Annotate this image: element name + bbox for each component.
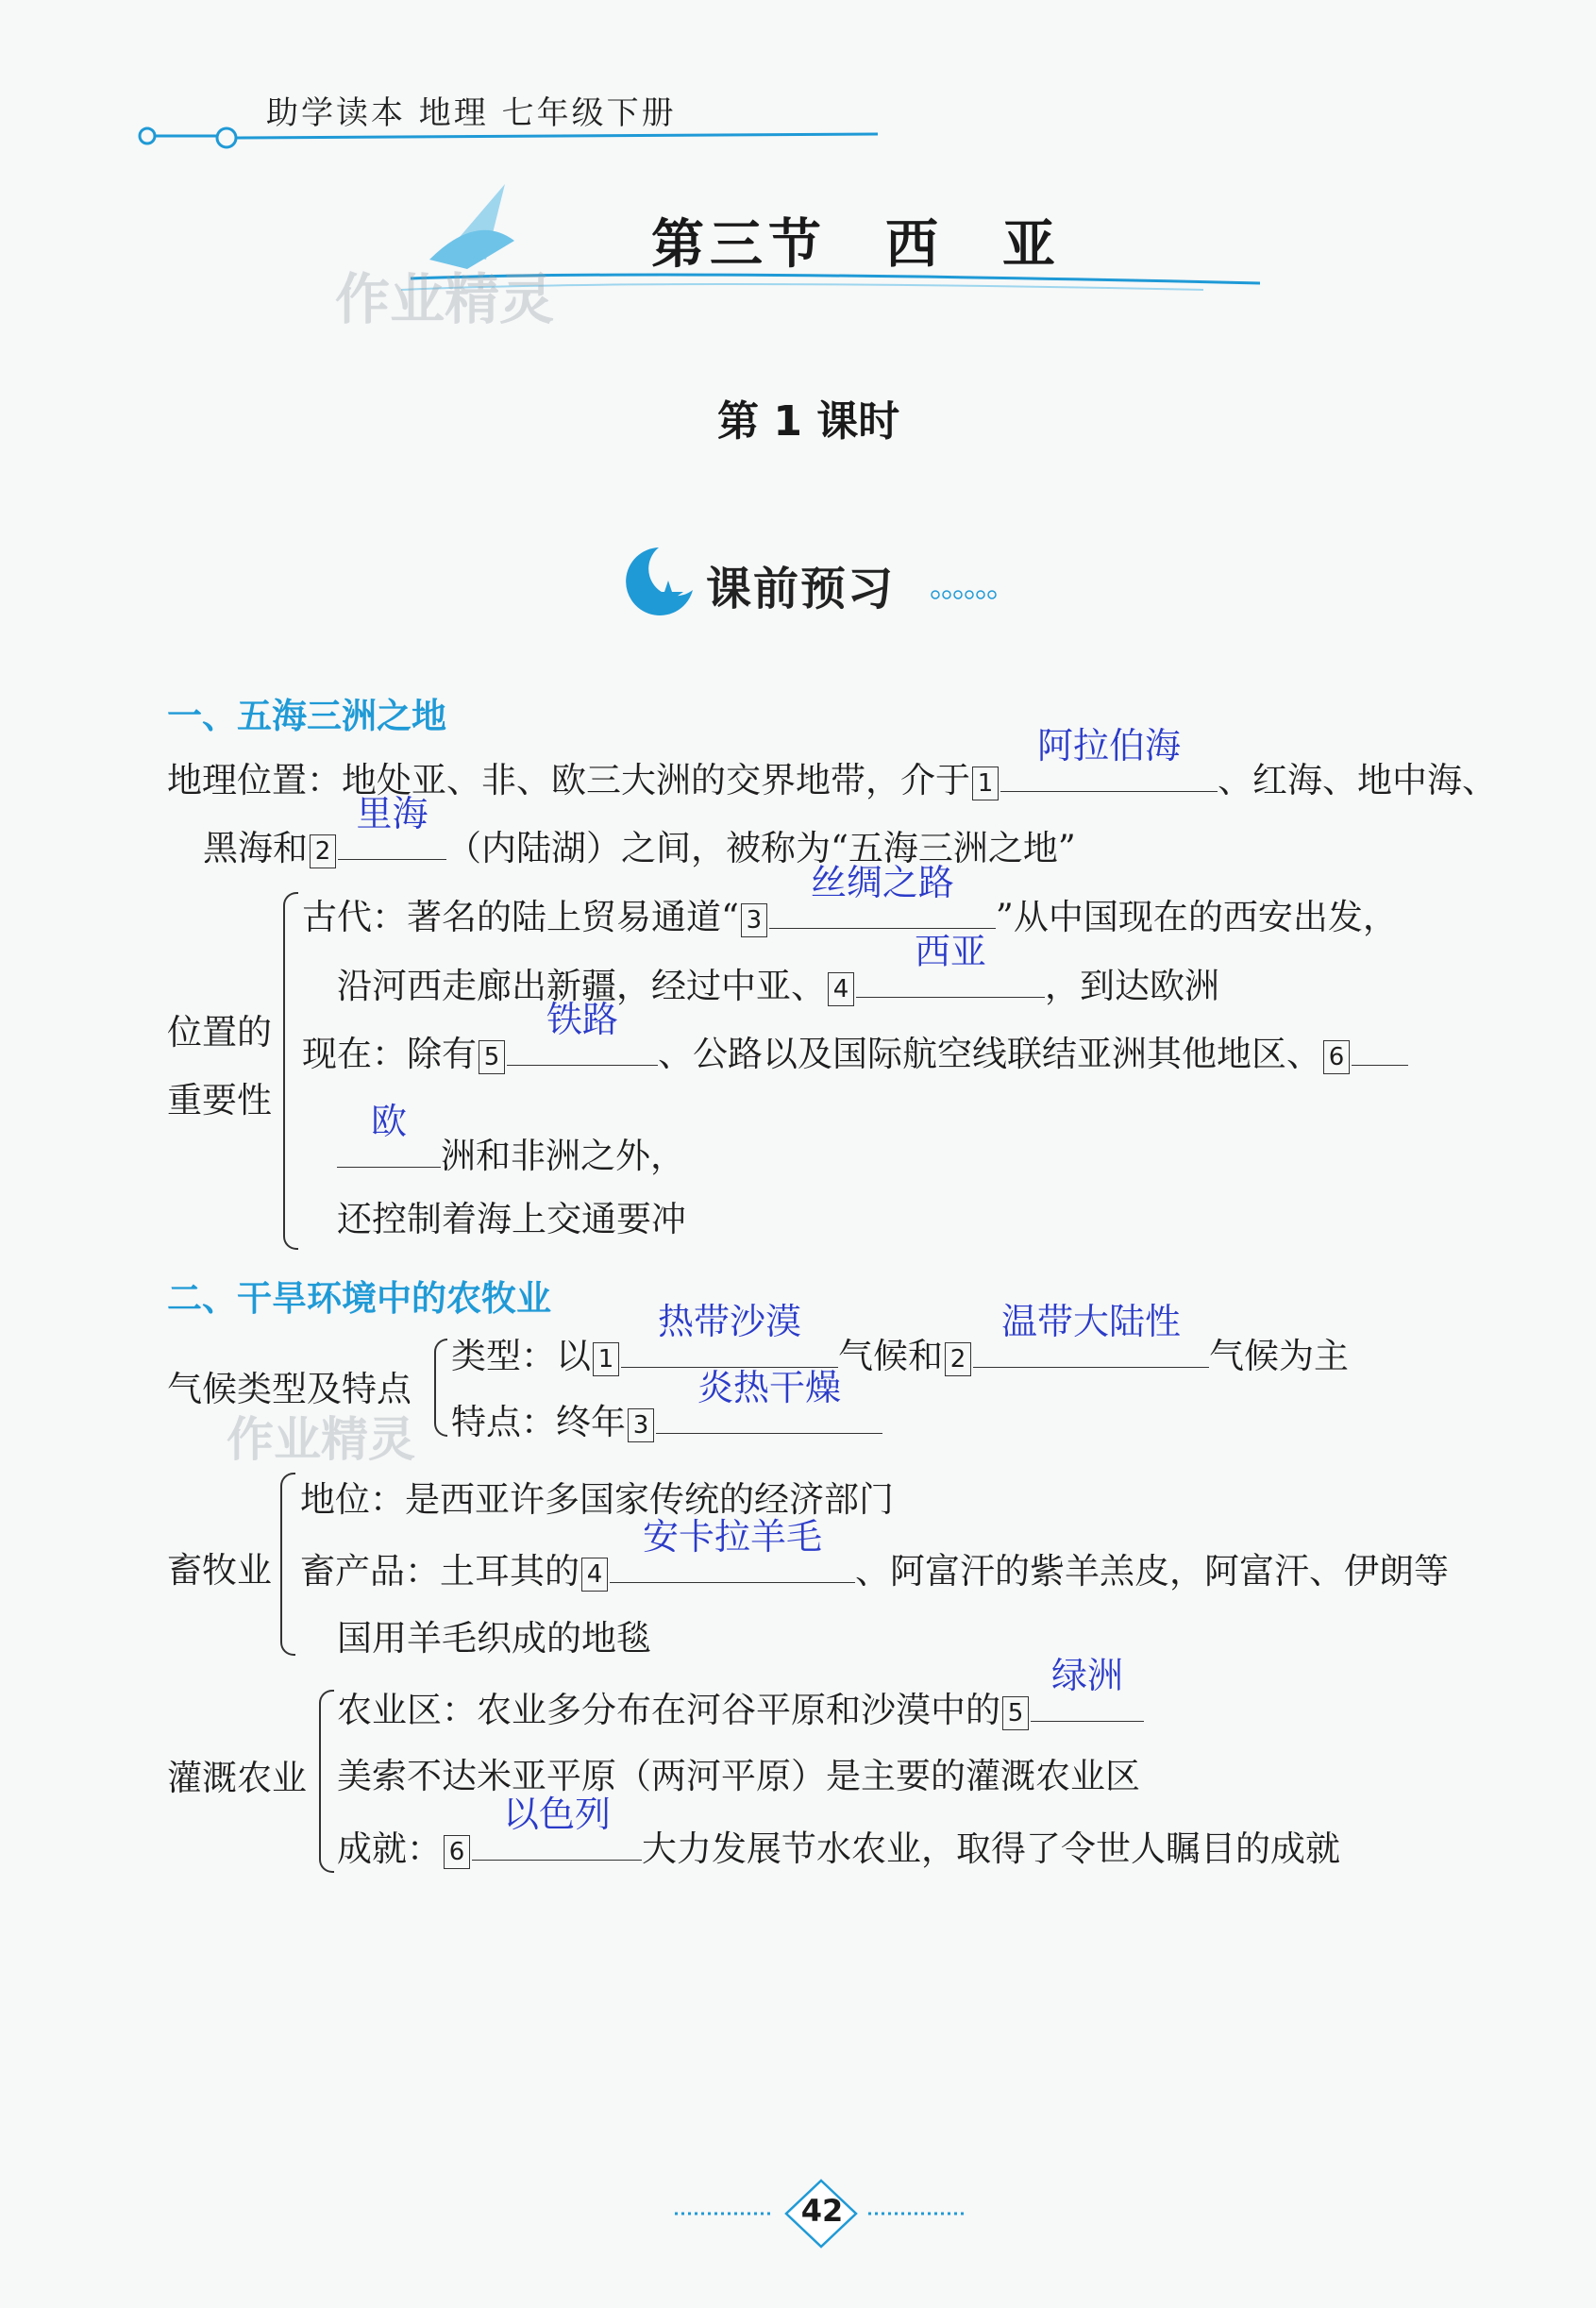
section-title: 第三节 西 亚 [651, 213, 1061, 276]
answer-blank [973, 1301, 1209, 1368]
answer-text: 温带大陆性 [1000, 1301, 1181, 1342]
moon-star-icon [612, 543, 706, 618]
climate-type-line: 类型：以 1 热带沙漠 气候和 2 温带大陆性 气候为主 [451, 1301, 1349, 1376]
part1-heading: 一、五海三洲之地 [167, 696, 446, 736]
answer-blank [856, 931, 1045, 998]
blank-number: 3 [741, 903, 767, 937]
answer-blank [769, 862, 996, 929]
blank-number: 6 [444, 1835, 470, 1869]
ancient-line-2: 沿河西走廊出新疆，经过中亚、 4 西亚 ，到达欧洲 [337, 931, 1219, 1006]
answer-blank [621, 1301, 838, 1368]
part2-heading: 二、干旱环境中的农牧业 [167, 1278, 551, 1319]
blank-number: 1 [972, 767, 999, 800]
answer-blank [507, 999, 658, 1066]
irrigation-label: 灌溉农业 [167, 1758, 307, 1798]
pastoral-products-2: 国用羊毛织成的地毯 [337, 1618, 651, 1659]
answer-text: 安卡拉羊毛 [642, 1516, 822, 1558]
blank-number: 2 [310, 834, 336, 868]
climate-label: 气候类型及特点 [167, 1369, 412, 1409]
answer-text: 炎热干燥 [697, 1367, 841, 1408]
preview-label: 课前预习 [706, 563, 896, 615]
answer-blank [1000, 725, 1218, 792]
blank-number: 3 [628, 1408, 654, 1442]
irrigation-mesopotamia: 美索不达米亚平原（两河平原）是主要的灌溉农业区 [337, 1756, 1140, 1796]
answer-blank [472, 1794, 642, 1861]
blank-number: 4 [828, 972, 854, 1006]
irrigation-area: 农业区：农业多分布在河谷平原和沙漠中的 5 绿洲 [337, 1685, 1144, 1733]
blank-number: 6 [1323, 1040, 1350, 1074]
brace-importance [283, 892, 298, 1250]
modern-line-2: 欧 洲和非洲之外， [337, 1131, 685, 1179]
answer-blank [656, 1367, 882, 1434]
answer-text: 里海 [356, 793, 428, 834]
answer-blank [610, 1516, 855, 1583]
importance-label-1: 位置的 [167, 1012, 272, 1053]
modern-line-1: 现在：除有 5 铁路 、公路以及国际航空线联结亚洲其他地区、 6 [302, 1029, 1408, 1077]
answer-text: 丝绸之路 [810, 862, 954, 903]
book-title: 助学读本 地理 七年级下册 [266, 94, 677, 132]
brace-irrigation [319, 1690, 334, 1873]
answer-text: 绿洲 [1050, 1655, 1123, 1696]
answer-text: 欧 [370, 1101, 407, 1142]
pastoral-status: 地位：是西亚许多国家传统的经济部门 [300, 1479, 894, 1520]
blank-number: 5 [1002, 1696, 1029, 1730]
brace-pastoral [280, 1473, 295, 1656]
header-rule [132, 123, 887, 151]
blank-number: 5 [479, 1040, 505, 1074]
answer-text: 铁路 [546, 999, 618, 1040]
pastoral-label: 畜牧业 [167, 1550, 272, 1591]
ancient-line-1: 古代：著名的陆上贸易通道“ 3 丝绸之路 ”从中国现在的西安出发， [302, 862, 1398, 937]
answer-text: 热带沙漠 [657, 1301, 801, 1342]
lesson-title: 第 1 课时 [717, 397, 900, 446]
brace-climate [434, 1339, 447, 1437]
pastoral-products-1: 畜产品：土耳其的 4 安卡拉羊毛 、阿富汗的紫羊羔皮，阿富汗、伊朗等 [300, 1516, 1449, 1592]
blank-number: 4 [581, 1558, 608, 1592]
answer-text: 以色列 [502, 1794, 611, 1835]
geo-line-1: 地理位置：地处亚、非、欧三大洲的交界地带，介于 1 阿拉伯海 、红海、地中海、 [167, 725, 1497, 800]
blank-number: 2 [945, 1342, 971, 1376]
dots-decoration [930, 587, 1024, 602]
watermark: 作业精灵 [227, 1412, 415, 1467]
answer-blank [1352, 1029, 1408, 1066]
blank-number: 1 [593, 1342, 619, 1376]
answer-blank [338, 793, 446, 860]
watermark: 作业精灵 [335, 267, 555, 331]
geo-line-2: 黑海和 2 里海 （内陆湖）之间，被称为“五海三洲之地” [203, 793, 1076, 868]
climate-feature-line: 特点：终年 3 炎热干燥 [451, 1397, 882, 1445]
importance-label-2: 重要性 [167, 1080, 272, 1120]
answer-text: 阿拉伯海 [1036, 725, 1181, 767]
answer-blank [1031, 1655, 1144, 1722]
answer-text: 西亚 [914, 931, 986, 972]
answer-blank [337, 1101, 441, 1168]
page-number: 42 [800, 2193, 844, 2229]
irrigation-achievement: 成就： 6 以色列 大力发展节水农业，取得了令世人瞩目的成就 [337, 1794, 1340, 1869]
modern-line-3: 还控制着海上交通要冲 [337, 1199, 686, 1239]
